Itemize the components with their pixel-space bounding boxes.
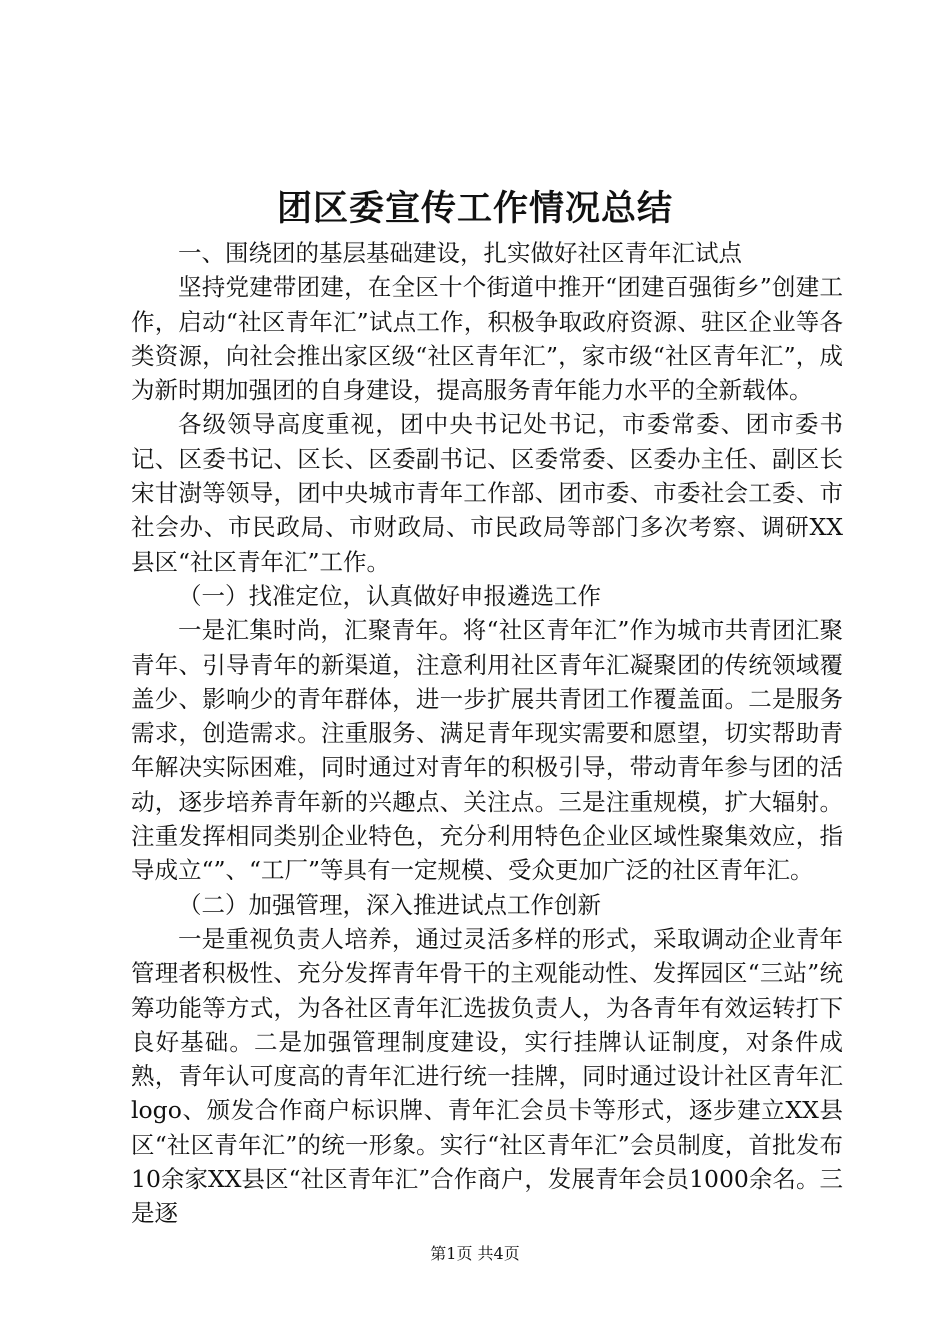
page-number-footer: 第1页 共4页 [430,1244,520,1263]
body-paragraph: 一是汇集时尚，汇聚青年。将“社区青年汇”作为城市共青团汇聚青年、引导青年的新渠道，注意利用社区青年汇凝聚团的传统领域覆盖少、影响少的青年群体，进一步扩展共青团工作覆盖面。二是服务需求，创造需求。注重服务、满足青年现实需要和愿望，切实帮助青年解决实际困难，同时通过对青年的积极引导，带动青年参与团的活动，逐步培养青年新的兴趣点、关注点。三是注重规模，扩大辐射。注重发挥相同类别企业特色，充分利用特色企业区域性聚集效应，指导成立“”、“工厂”等具有一定规模、受众更加广泛的社区青年汇。 [131,616,843,885]
body-paragraph: 各级领导高度重视，团中央书记处书记，市委常委、团市委书记、区委书记、区长、区委副书记、区委常委、区委办主任、副区长宋甘澍等领导，团中央城市青年工作部、团市委、市委社会工委、市社会办、市民政局、市财政局、市民政局等部门多次考察、调研XX县区“社区青年汇”工作。 [131,410,843,576]
subsection-heading-2: （二）加强管理，深入推进试点工作创新 [178,890,601,919]
body-paragraph: 一是重视负责人培养，通过灵活多样的形式，采取调动企业青年管理者积极性、充分发挥青年骨干的主观能动性、发挥园区“三站”统筹功能等方式，为各社区青年汇选拔负责人，为各青年有效运转打下良好基础。二是加强管理制度建设，实行挂牌认证制度，对条件成熟，青年认可度高的青年汇进行统一挂牌，同时通过设计社区青年汇logo、颁发合作商户标识牌、青年汇会员卡等形式，逐步建立XX县区“社区青年汇”的统一形象。实行“社区青年汇”会员制度，首批发布10余家XX县区“社区青年汇”合作商户，发展青年会员1000余名。三是逐 [131,924,843,1228]
subsection-heading-1: （一）找准定位，认真做好申报遴选工作 [178,581,601,610]
body-paragraph: 坚持党建带团建，在全区十个街道中推开“团建百强街乡”创建工作，启动“社区青年汇”试点工作，积极争取政府资源、驻区企业等各类资源，向社会推出家区级“社区青年汇”，家市级“社区青年汇”，成为新时期加强团的自身建设，提高服务青年能力水平的全新载体。 [131,273,843,405]
section-heading-1: 一、围绕团的基层基础建设，扎实做好社区青年汇试点 [178,239,742,267]
document-body [131,236,843,1231]
document-title: 团区委宣传工作情况总结 [276,188,673,229]
